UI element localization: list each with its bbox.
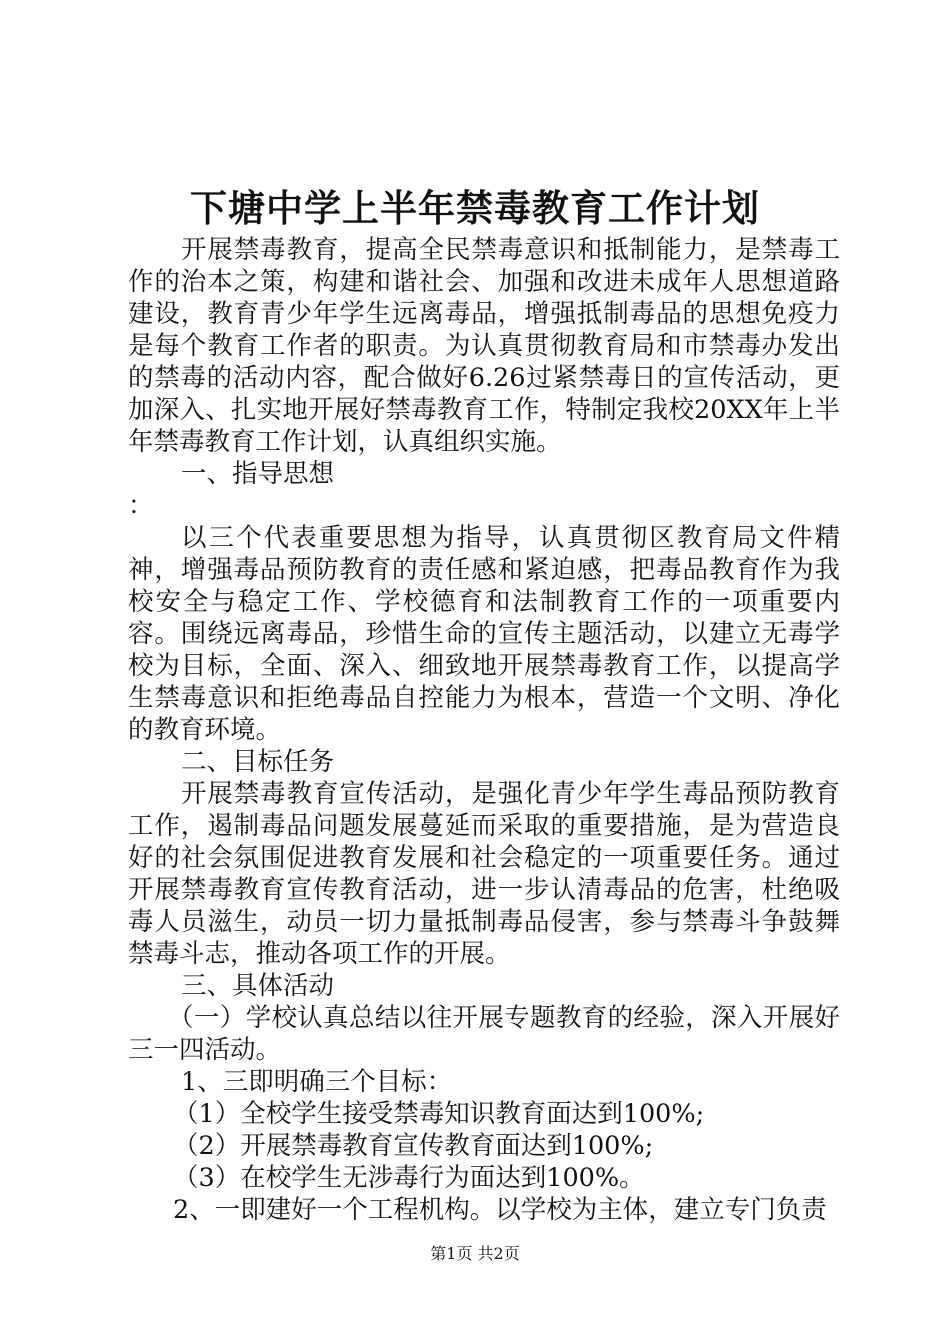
- intro-paragraph: 开展禁毒教育，提高全民禁毒意识和抵制能力，是禁毒工作的治本之策，构建和谐社会、加强和改进未成年人思想道路建设，教育青少年学生远离毒品，增强抵制毒品的思想免疫力是每个教育工作者的职责。为认真贯彻教育局和市禁毒办发出的禁毒的活动内容，配合做好6.26过紧禁毒日的宣传活动，更加深入、扎实地开展好禁毒教育工作，特制定我校20XX年上半年禁毒教育工作计划，认真组织实施。: [128, 235, 840, 457]
- goal-item-3: （3）在校学生无涉毒行为面达到100%。: [173, 1163, 645, 1193]
- activities-subitem-1: 1、三即明确三个目标：: [181, 1067, 453, 1097]
- document-body: [128, 234, 840, 1226]
- section-heading-activities: 三、具体活动: [181, 971, 335, 1001]
- activities-subitem-2: 2、一即建好一个工程机构。以学校为主体，建立专门负责: [173, 1195, 827, 1225]
- section-heading-goals: 二、目标任务: [181, 747, 335, 777]
- section-heading-guiding-ideology: 一、指导思想: [181, 459, 335, 489]
- page-footer: 第1页 共2页: [430, 1244, 520, 1263]
- guiding-ideology-paragraph: 以三个代表重要思想为指导，认真贯彻区教育局文件精神，增强毒品预防教育的责任感和紧迫感，把毒品教育作为我校安全与稳定工作、学校德育和法制教育工作的一项重要内容。围绕远离毒品，珍惜生命的宣传主题活动，以建立无毒学校为目标，全面、深入、细致地开展禁毒教育工作，以提高学生禁毒意识和拒绝毒品自控能力为根本，营造一个文明、净化的教育环境。: [128, 523, 840, 745]
- goal-item-2: （2）开展禁毒教育宣传教育面达到100%;: [173, 1131, 654, 1161]
- document-title: 下塘中学上半年禁毒教育工作计划: [190, 186, 760, 230]
- activities-item-1: （一）学校认真总结以往开展专题教育的经验，深入开展好三一四活动。: [128, 1003, 840, 1065]
- goal-item-1: （1）全校学生接受禁毒知识教育面达到100%;: [173, 1099, 705, 1129]
- goals-paragraph: 开展禁毒教育宣传活动，是强化青少年学生毒品预防教育工作，遏制毒品问题发展蔓延而采取的重要措施，是为营造良好的社会氛围促进教育发展和社会稳定的一项重要任务。通过开展禁毒教育宣传教育活动，进一步认清毒品的危害，杜绝吸毒人员滋生，动员一切力量抵制毒品侵害，参与禁毒斗争鼓舞禁毒斗志，推动各项工作的开展。: [128, 779, 840, 969]
- colon-line: ：: [128, 491, 154, 521]
